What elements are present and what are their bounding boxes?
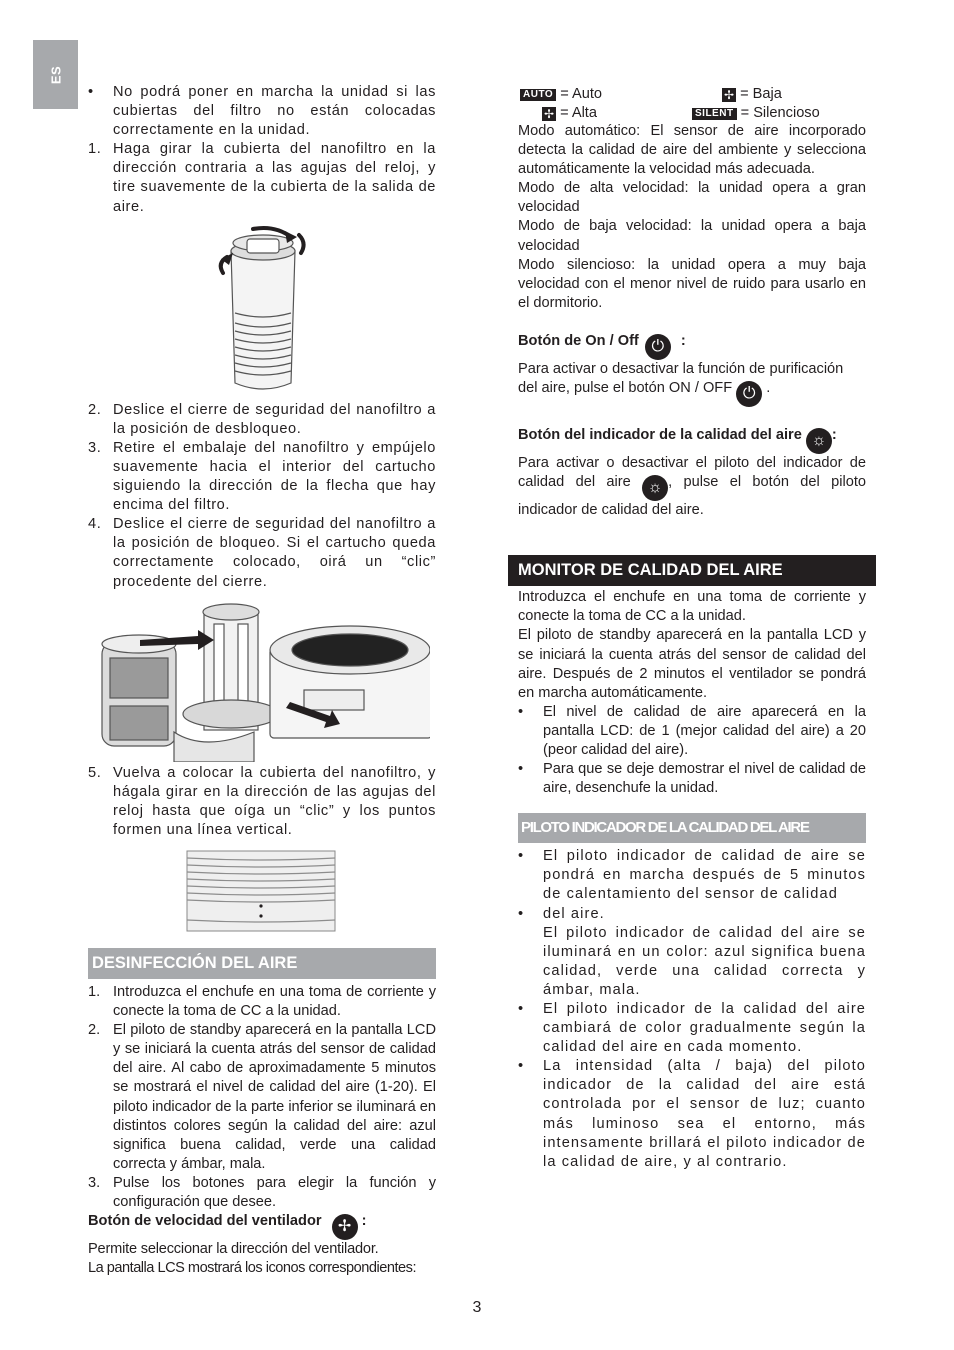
aq-button-desc xyxy=(518,454,866,520)
bullet-text: El nivel de calidad de aire aparecerá en la pantalla LCD: de 1 (mejor calidad del aire) a 20 (peor calidad del aire). xyxy=(543,703,866,758)
silent-text: = Silencioso xyxy=(740,105,820,121)
monitor-bullet-2 xyxy=(518,760,866,798)
disinfection-heading: DESINFECCIÓN DEL AIRE xyxy=(88,948,436,979)
step-text: Pulse los botones para elegir la función y configuración que desee. xyxy=(113,1174,436,1210)
onoff-colon: : xyxy=(680,332,686,349)
pilot-section xyxy=(518,847,866,1172)
fan-icon: ✢ xyxy=(332,1214,358,1240)
onoff-desc-end: . xyxy=(766,380,771,397)
step-number: 2. xyxy=(88,1022,101,1039)
silent-badge: SILENT xyxy=(692,108,737,120)
step-text: Introduzca el enchufe en una toma de corriente y conecte la toma de CC a la unidad. xyxy=(113,983,436,1020)
power-icon: ⏻ xyxy=(736,381,762,407)
bullet-text: Para que se deje demostrar el nivel de calidad de aire, desenchufe la unidad. xyxy=(543,761,866,797)
step-text: Deslice el cierre de seguridad del nanofiltro a la posición de bloqueo. Si el cartucho queda correctamente colocado, oirá un “clic” procedente del cierre. xyxy=(113,516,436,590)
mode-high-desc: Modo de alta velocidad: la unidad opera a gran velocidad xyxy=(518,180,866,216)
step-number: 3. xyxy=(88,439,102,456)
monitor-bullet-1 xyxy=(518,703,866,760)
monitor-p2: El piloto de standby aparecerá en la pantalla LCD y se iniciará la cuenta atrás del sensor de calidad del aire. Después de 2 minutos el ventilador se pondrá en marcha automáticamente. xyxy=(518,627,866,701)
bullet-text-continued: El piloto indicador de calidad del aire se iluminará en un color: azul significa buena calidad, verde una calidad correcta y ámbar, mala. xyxy=(543,924,866,998)
step-number: 2. xyxy=(88,401,102,418)
step-text: El piloto de standby aparecerá en la pantalla LCD y se iniciará la cuenta atrás del sensor de calidad del aire. Al cabo de aproximadamente 5 minutos se mostrará el nivel de calidad del aire (1-20). El piloto indicador de la parte inferior se iluminará en distintos colores según la calidad del aire: azul significa buena calidad, verde una calidad correcta y ámbar, mala. xyxy=(113,1022,436,1172)
pilot-heading: PILOTO INDICADOR DE LA CALIDAD DEL AIRE xyxy=(518,813,866,843)
onoff-button-label: Botón de On / Off xyxy=(518,332,639,349)
aq-desc-b: , pulse el botón del piloto indicador de calidad del aire. xyxy=(518,474,866,519)
disinfection-steps xyxy=(88,983,436,1212)
bullet-marker: • xyxy=(88,84,94,100)
step-number: 4. xyxy=(88,516,102,533)
mode-icons-legend xyxy=(518,84,866,122)
bullet-marker: • xyxy=(518,848,525,865)
fan-speed-button-colon: : xyxy=(361,1213,367,1230)
light-sensor-icon: ☼ xyxy=(642,475,668,501)
intro-bullet xyxy=(88,83,436,140)
bullet-marker: • xyxy=(518,761,524,778)
low-text: = Baja xyxy=(740,86,782,102)
lcd-icons-text: La pantalla LCS mostrará los iconos correspondientes: xyxy=(88,1260,416,1277)
step-2 xyxy=(88,401,436,439)
bullet-marker: • xyxy=(518,1001,525,1017)
onoff-button-line xyxy=(518,332,866,360)
monitor-section xyxy=(518,588,866,798)
high-text: = Alta xyxy=(560,105,597,121)
step-3 xyxy=(88,439,436,515)
aq-button-colon: : xyxy=(831,427,837,444)
step-text: Haga girar la cubierta del nanofiltro en la dirección contraria a las agujas del reloj, y tire suavemente de la cubierta de la salida de aire. xyxy=(113,141,436,215)
power-icon: ⏻ xyxy=(645,334,671,360)
fan-low-icon: ✢ xyxy=(723,88,735,102)
step-text: Retire el embalaje del nanofiltro y empújelo suavemente hacia el interior del cartucho siguiendo la dirección de la flecha que hay encima del filtro. xyxy=(113,439,436,514)
mode-silent xyxy=(692,104,820,123)
alignment-dots-illustration xyxy=(186,850,336,932)
mode-high xyxy=(542,104,597,123)
step-text: Vuelva a colocar la cubierta del nanofiltro, y hágala girar en la dirección de las agujas del reloj hasta que oíga un “clic” y los puntos formen una línea vertical. xyxy=(113,764,436,838)
bullet-marker: • xyxy=(518,1058,525,1075)
onoff-desc xyxy=(518,360,866,407)
bullet-marker: • xyxy=(518,905,525,922)
purifier-cover-rotation-illustration xyxy=(213,223,313,399)
fan-speed-desc: Permite seleccionar la dirección del ventilador. xyxy=(88,1241,379,1258)
mode-low xyxy=(722,85,782,104)
onoff-desc-text: Para activar o desactivar la función de purificación del aire, pulse el botón ON / OFF xyxy=(518,360,844,397)
step-5 xyxy=(88,764,436,840)
step-number: 3. xyxy=(88,1174,101,1191)
pilot-bullet-2 xyxy=(518,905,866,1000)
fan-speed-button-label: Botón de velocidad del ventilador xyxy=(88,1213,322,1230)
aq-desc-a: Para activar o desactivar el piloto del indicador de calidad del aire xyxy=(518,455,866,491)
aq-button-label: Botón del indicador de la calidad del aire xyxy=(518,427,802,444)
step-text: Deslice el cierre de seguridad del nanofiltro a la posición de desbloqueo. xyxy=(113,401,436,437)
step-1 xyxy=(88,140,436,216)
auto-badge: AUTO xyxy=(520,89,556,101)
page-number: 3 xyxy=(472,1299,482,1316)
light-sensor-icon: ☼ xyxy=(806,428,832,454)
disinfection-step-3 xyxy=(88,1174,436,1212)
step-number: 5. xyxy=(88,764,102,781)
mode-auto-desc: Modo automático: El sensor de aire incorporado detecta la calidad de aire del ambiente y selecciona automáticamente la velocidad más adecuada. xyxy=(518,123,866,178)
bullet-text: El piloto indicador de calidad de aire se pondrá en marcha después de 5 minutos de calentamiento del sensor de calidad xyxy=(543,848,866,903)
bullet-text: La intensidad (alta / baja) del piloto indicador de la calidad del aire está controlada por el sensor de luz; cuanto más luminoso sea el entorno, más intensamente brillará el piloto indicador de la calidad de aire, y al contrario. xyxy=(543,1058,866,1170)
mode-silent-desc: Modo silencioso: la unidad opera a muy baja velocidad con el menor nivel de ruido para usarlo en el dormitorio. xyxy=(518,256,866,311)
mode-low-desc: Modo de baja velocidad: la unidad opera a baja velocidad xyxy=(518,218,866,254)
intro-bullet-text: No podrá poner en marcha la unidad si las cubiertas del filtro no están colocadas correctamente en la unidad. xyxy=(113,84,436,139)
right-column xyxy=(518,84,866,1172)
disinfection-step-2 xyxy=(88,1021,436,1174)
monitor-p1: Introduzca el enchufe en una toma de corriente y conecte la toma de CC a la unidad. xyxy=(518,589,866,625)
language-tab xyxy=(33,40,78,109)
step-4 xyxy=(88,515,436,591)
monitor-heading: MONITOR DE CALIDAD DEL AIRE xyxy=(508,555,876,586)
disinfection-step-1 xyxy=(88,983,436,1021)
pilot-bullet-4 xyxy=(518,1057,866,1172)
bullet-text: del aire. xyxy=(543,905,605,922)
pilot-bullet-3 xyxy=(518,1000,866,1057)
language-label: ES xyxy=(47,65,63,84)
fan-speed-button-line xyxy=(88,1212,436,1240)
step-number: 1. xyxy=(88,141,102,158)
fan-high-icon: ✢ xyxy=(543,107,555,121)
auto-text: = Auto xyxy=(560,86,603,102)
left-column xyxy=(88,83,436,1278)
mode-auto xyxy=(520,85,602,104)
filter-replacement-illustration xyxy=(94,602,430,762)
bullet-marker: • xyxy=(518,703,524,720)
aq-button-line xyxy=(518,426,866,454)
pilot-bullet-1 xyxy=(518,847,866,904)
bullet-text: El piloto indicador de la calidad del aire cambiará de color gradualmente según la calidad del aire en cada momento. xyxy=(543,1001,866,1056)
step-number: 1. xyxy=(88,983,101,1000)
